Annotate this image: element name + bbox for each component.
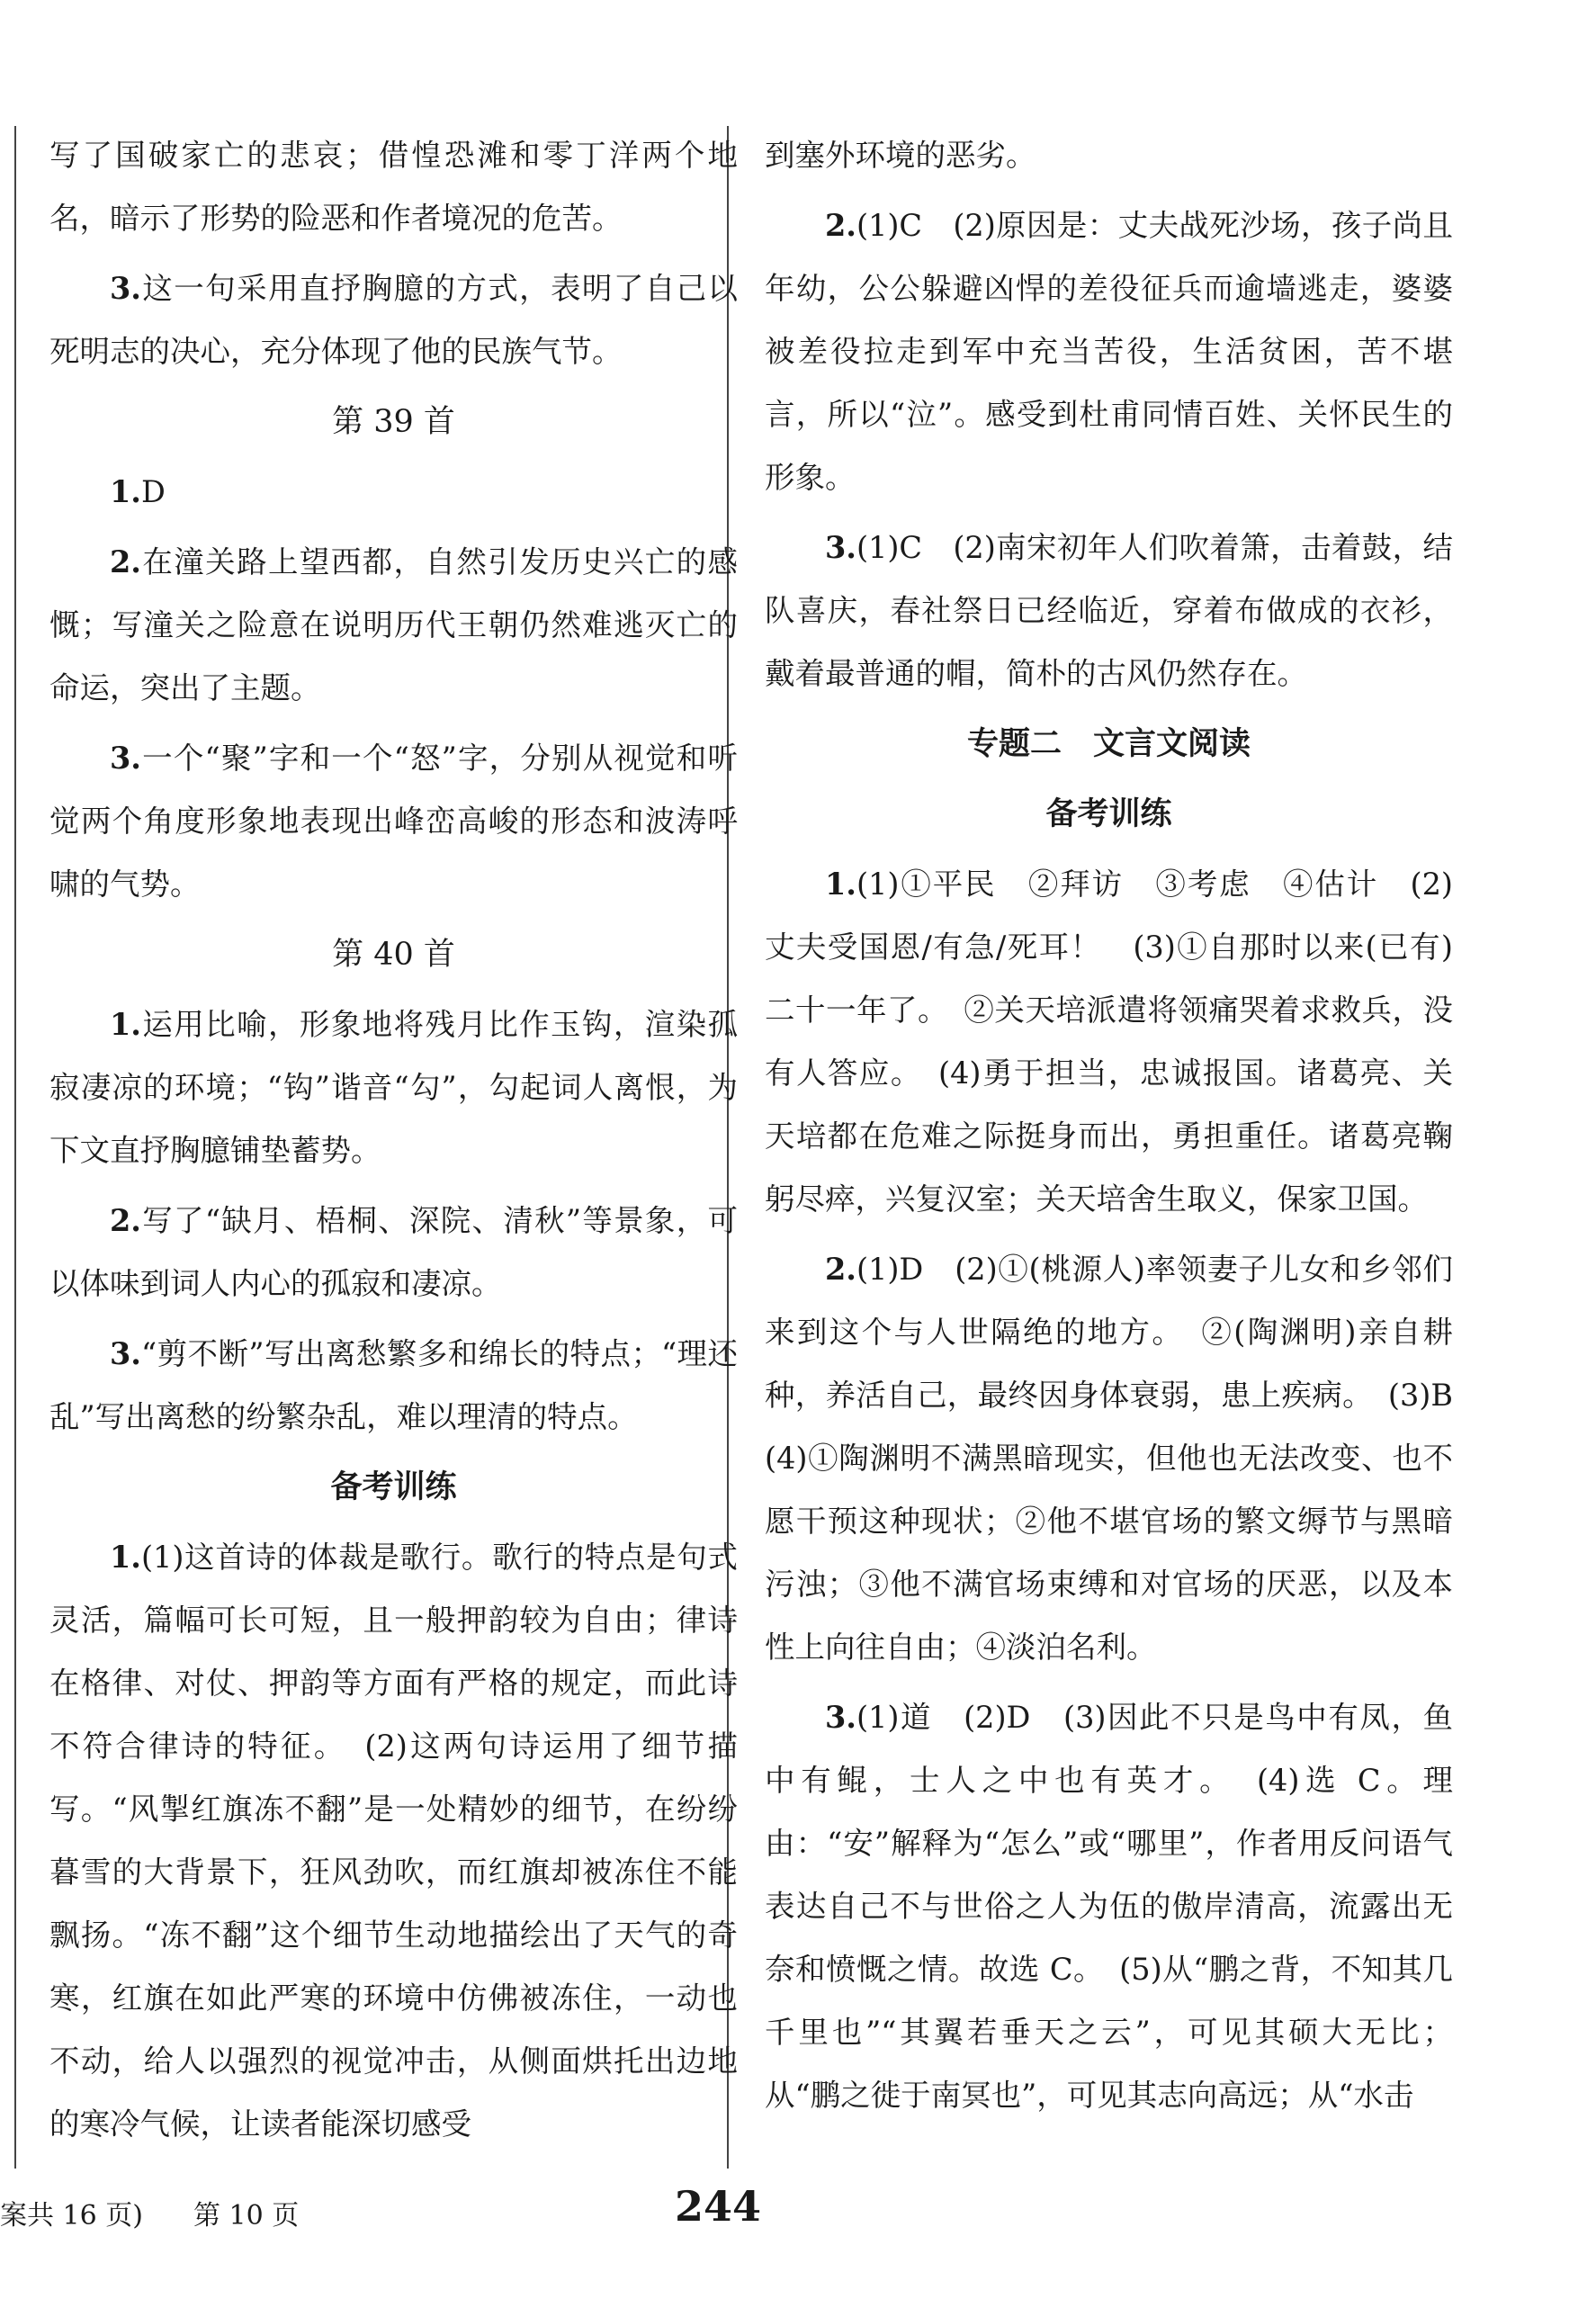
section-heading-40: 第 40 首 (332, 937, 455, 973)
answer-continuation: 到塞外环境的恶劣。 (765, 138, 1036, 173)
answer-item: 3.(1)道 (2)D (3)因此不只是鸟中有凤，鱼中有鲲，士人之中也有英才。 (4)选 C。理由：“安”解释为“怎么”或“哪里”，作者用反问语气表达自己不与世俗之人为伍的傲岸清高，流露出无奈和愤慨之情。故选 C。 (5)从“鹏之背，不知其几千里也”“其翼若垂天之云”，可见其硕大无比；从“鹏之徙于南冥也”，可见其志向高远；从“水击 (765, 1700, 1453, 2113)
answer-item: 1.D (110, 474, 166, 509)
page-number: 244 (675, 2182, 762, 2231)
training-heading: 备考训练 (1045, 795, 1172, 832)
answer-item: 2.写了“缺月、梧桐、深院、清秋”等景象，可以体味到词人内心的孤寂和凄凉。 (49, 1203, 738, 1301)
footer-page-label: 第 10 页 (193, 2200, 300, 2232)
answer-continuation: 写了国破家亡的悲哀；借惶恐滩和零丁洋两个地名，暗示了形势的险恶和作者境况的危苦。 (49, 138, 738, 236)
topic-heading: 专题二 文言文阅读 (966, 725, 1251, 762)
section-heading-39: 第 39 首 (332, 404, 455, 440)
answer-item: 2.在潼关路上望西都，自然引发历史兴亡的感慨；写潼关之险意在说明历代王朝仍然难逃灭亡的命运，突出了主题。 (49, 544, 738, 705)
footer-total-pages: 案共 16 页) (0, 2200, 143, 2232)
training-heading: 备考训练 (330, 1468, 457, 1505)
left-edge-rule (14, 126, 16, 2169)
answer-item: 3.一个“聚”字和一个“怒”字，分别从视觉和听觉两个角度形象地表现出峰峦高峻的形态和波涛呼啸的气势。 (49, 741, 738, 902)
answer-item: 2.(1)D (2)①(桃源人)率领妻子儿女和乡邻们来到这个与人世隔绝的地方。 ②(陶渊明)亲自耕种，养活自己，最终因身体衰弱，患上疾病。 (3)B (4)①陶渊明不满黑暗现实，但他也无法改变、也不愿干预这种现状；②他不堪官场的繁文缛节与黑暗污浊；③他不满官场束缚和对官场的厌恶，以及本性上向往自由；④淡泊名利。 (765, 1252, 1484, 1665)
right-column (765, 124, 1484, 2127)
answer-item: 3.(1)C (2)南宋初年人们吹着箫，击着鼓，结队喜庆，春社祭日已经临近，穿着布做成的衣衫，戴着最普通的帽，简朴的古风仍然存在。 (765, 530, 1453, 691)
answer-item: 1.(1)①平民 ②拜访 ③考虑 ④估计 (2)丈夫受国恩/有急/死耳！ (3)①自那时以来(已有)二十一年了。 ②关天培派遣将领痛哭着求救兵，没有人答应。 (4)勇于担当，忠诚报国。诸葛亮、关天培都在危难之际挺身而出，勇担重任。诸葛亮鞠躬尽瘁，兴复汉室；关天培舍生取义，保家卫国。 (765, 867, 1453, 1217)
left-column (49, 124, 738, 2156)
answer-item: 3.这一句采用直抒胸臆的方式，表明了自己以死明志的决心，充分体现了他的民族气节。 (49, 271, 738, 369)
answer-item: 2.(1)C (2)原因是：丈夫战死沙场，孩子尚且年幼，公公躲避凶悍的差役征兵而逾墙逃走，婆婆被差役拉走到军中充当苦役，生活贫困，苦不堪言，所以“泣”。感受到杜甫同情百姓、关怀民生的形象。 (765, 208, 1453, 495)
answer-item: 1.运用比喻，形象地将残月比作玉钩，渲染孤寂凄凉的环境；“钩”谐音“勾”，勾起词人离恨，为下文直抒胸臆铺垫蓄势。 (49, 1007, 738, 1168)
answer-item: 1.(1)这首诗的体裁是歌行。歌行的特点是句式灵活，篇幅可长可短，且一般押韵较为自由；律诗在格律、对仗、押韵等方面有严格的规定，而此诗不符合律诗的特征。 (2)这两句诗运用了细节描写。“风掣红旗冻不翻”是一处精妙的细节，在纷纷暮雪的大背景下，狂风劲吹，而红旗却被冻住不能飘扬。“冻不翻”这个细节生动地描绘出了天气的奇寒，红旗在如此严寒的环境中仿佛被冻住，一动也不动，给人以强烈的视觉冲击，从侧面烘托出边地的寒冷气候，让读者能深切感受 (49, 1540, 738, 2142)
answer-item: 3.“剪不断”写出离愁繁多和绵长的特点；“理还乱”写出离愁的纷繁杂乱，难以理清的特点。 (49, 1336, 738, 1434)
page-footer (0, 2182, 1596, 2236)
